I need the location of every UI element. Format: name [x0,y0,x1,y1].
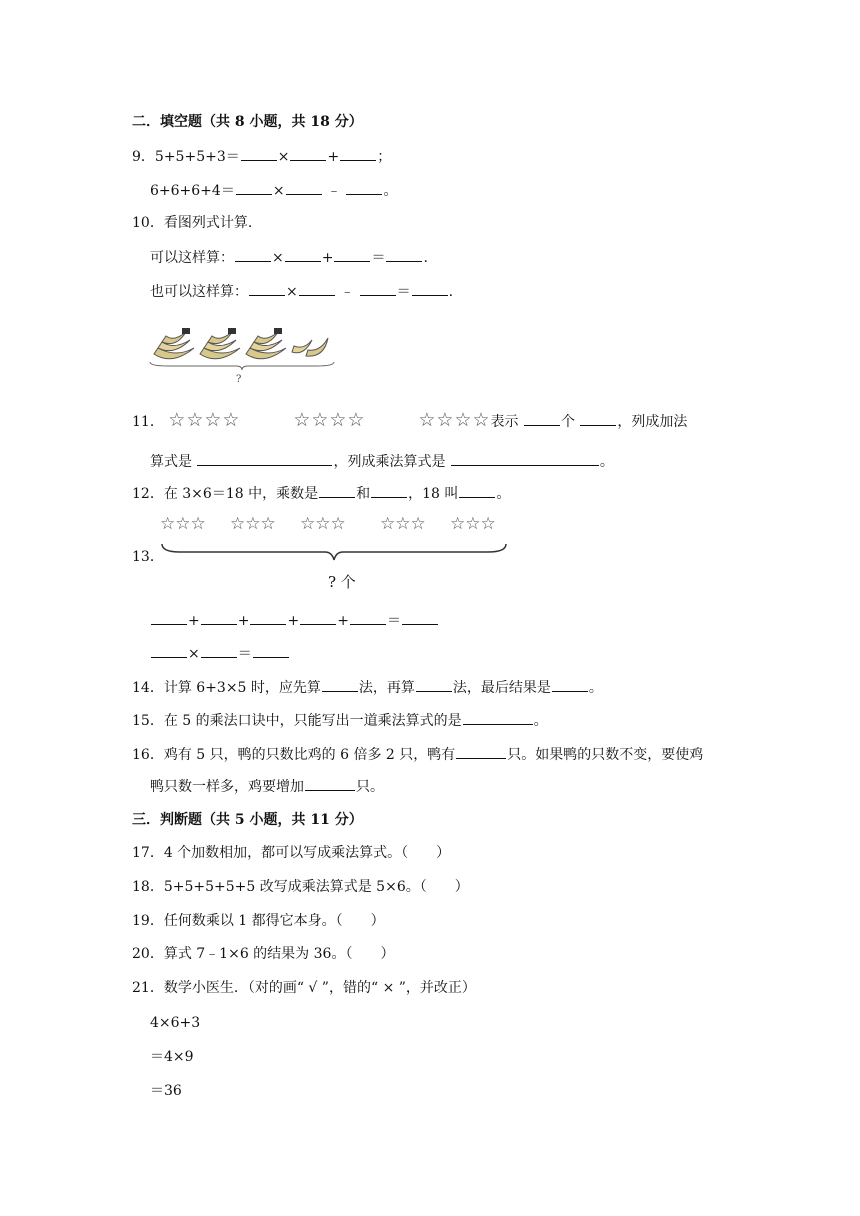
answer-blank[interactable] [386,247,422,262]
question-number: 16． [132,747,164,763]
star-group-icon: ☆☆☆ [380,514,426,534]
prompt-text: 法，最后结果是 [452,680,551,696]
operator: + [237,613,250,629]
star-group-icon: ☆☆☆☆ [418,409,491,431]
expression: 5+5+5+3＝ [154,149,240,165]
banana-figure [148,318,338,388]
banana-pair-icon [292,338,328,356]
star-group-icon: ☆☆☆ [300,514,346,534]
operator: + [188,613,200,629]
answer-blank[interactable] [197,451,332,466]
prompt-text: 计算 6+3×5 时，应先算 [163,680,321,696]
operator: ＝ [237,646,252,662]
question-10-title [132,213,252,233]
prompt-text: 可以这样算： [150,250,234,266]
answer-blank[interactable] [201,610,237,625]
answer-blank[interactable] [250,610,286,625]
prompt-text: 只。如果鸭的只数不变，要使鸡 [507,747,704,763]
answer-blank[interactable] [151,643,187,658]
question-text: 5+5+5+5+5 改写成乘法算式是 5×6。（ ） [163,879,469,895]
answer-blank[interactable] [322,677,358,692]
prompt-text: 只。 [356,779,384,795]
question-9-line-2 [150,180,397,201]
question-number: 12． [132,486,164,502]
prompt-text: 鸡有 5 只，鸭的只数比鸡的 6 倍多 2 只，鸭有 [163,747,456,763]
prompt-text: 鸭只数一样多，鸡要增加 [150,779,304,795]
operator: + [337,613,349,629]
question-11-line-2 [150,451,614,472]
question-15 [132,710,548,731]
answer-blank[interactable] [334,247,370,262]
prompt-text: 在 5 的乘法口诀中，只能写出一道乘法算式的是 [163,713,462,729]
unit-text: 个 [560,414,575,430]
question-9-line-1 [132,146,391,167]
answer-blank[interactable] [290,146,326,161]
prompt-text: 表示 [490,414,519,430]
section-3-title: 三．判断题（共 5 小题，共 11 分） [132,812,363,828]
operator: × [277,149,290,165]
operator: + [321,250,334,266]
question-21 [132,978,476,998]
answer-blank[interactable] [524,411,560,426]
operator: ＝ [386,613,401,629]
banana-bunch-icon [246,328,286,359]
question-number: 18． [132,879,164,895]
punctuation: 。 [383,183,398,199]
answer-blank[interactable] [459,483,495,498]
question-number: 10． [132,215,164,231]
answer-blank[interactable] [371,483,407,498]
question-14 [132,677,603,698]
answer-blank[interactable] [580,411,616,426]
answer-blank[interactable] [151,610,187,625]
work-line-2: ＝4×9 [150,1049,194,1065]
prompt-text: ，列成加法 [617,414,688,430]
punctuation: 。 [599,454,614,470]
punctuation: . [448,284,454,300]
section-2-title: 二．填空题（共 8 小题，共 18 分） [132,114,363,130]
star-group-icon: ☆☆☆ [450,514,496,534]
work-line-1: 4×6+3 [150,1015,201,1031]
question-text: 任何数乘以 1 都得它本身。（ ） [163,913,385,929]
banana-bunch-icon [200,328,240,359]
star-group-icon: ☆☆☆☆ [168,409,241,431]
question-20 [132,944,394,964]
answer-blank[interactable] [241,146,277,161]
work-line-3: ＝36 [150,1083,182,1099]
operator: + [327,149,340,165]
question-number: 17． [132,845,164,861]
answer-blank[interactable] [340,146,376,161]
operator: ＝ [396,284,411,300]
question-13-number: 13． [132,549,164,565]
answer-blank[interactable] [360,281,396,296]
punctuation: 。 [496,486,511,502]
question-18 [132,877,469,897]
expression: 6+6+6+4＝ [150,183,235,199]
question-text: 4 个加数相加，都可以写成乘法算式。（ ） [163,845,451,861]
prompt-text: ，18 叫 [408,486,459,502]
answer-blank[interactable] [236,180,272,195]
question-number: 11． [132,414,164,430]
answer-blank[interactable] [300,610,336,625]
question-16-line-1 [132,744,703,765]
star-figure [160,512,510,592]
question-11-line-1 [132,410,687,432]
question-text: 数学小医生．（对的画“ √ ”，错的“ × ”，并改正） [163,980,476,996]
question-13-addition [150,610,439,631]
question-12 [132,483,510,504]
question-number: 21． [132,980,164,996]
prompt-text: 也可以这样算： [150,284,248,300]
answer-blank[interactable] [285,247,321,262]
question-number: 14． [132,680,164,696]
answer-blank[interactable] [305,776,355,791]
answer-blank[interactable] [451,451,599,466]
operator: ﹣ [340,284,355,300]
punctuation: 。 [533,713,548,729]
prompt-text: ，列成乘法算式是 [333,454,446,470]
answer-blank[interactable] [416,677,452,692]
question-text: 算式 7﹣1×6 的结果为 36。（ ） [163,946,395,962]
brace-icon [150,362,334,370]
operator: ﹣ [327,183,342,199]
punctuation: 。 [588,680,603,696]
question-mark-label: ? [236,374,242,385]
answer-blank[interactable] [201,643,237,658]
answer-blank[interactable] [456,744,506,759]
star-group-icon: ☆☆☆ [230,514,276,534]
star-group-icon: ☆☆☆☆ [293,409,366,431]
question-number: 20． [132,946,164,962]
prompt-text: 法，再算 [358,680,415,696]
question-17 [132,843,450,863]
answer-blank[interactable] [412,281,448,296]
punctuation: . [423,250,428,266]
answer-blank[interactable] [235,247,271,262]
answer-blank[interactable] [249,281,285,296]
answer-blank[interactable] [253,643,289,658]
question-13-multiplication [150,643,290,664]
banana-bunch-icon [154,328,194,359]
operator: × [272,183,285,199]
answer-blank[interactable] [346,180,382,195]
star-group-icon: ☆☆☆ [160,514,206,534]
answer-blank[interactable] [402,610,438,625]
question-number: 9． [132,149,155,165]
brace-icon [160,542,510,562]
punctuation: ； [377,149,392,165]
question-number: 15． [132,713,164,729]
question-16-line-2 [150,776,384,797]
question-10-line-1 [150,247,428,268]
question-number: 19． [132,913,164,929]
answer-blank[interactable] [552,677,588,692]
operator: × [272,250,284,266]
prompt-text: 在 3×6＝18 中，乘数是 [163,486,319,502]
operator: × [188,646,200,662]
answer-blank[interactable] [463,710,533,725]
total-label: ? 个 [328,573,356,591]
answer-blank[interactable] [286,180,322,195]
prompt-text: 和 [356,486,371,502]
question-19 [132,911,385,931]
answer-blank[interactable] [299,281,335,296]
operator: + [287,613,300,629]
answer-blank[interactable] [319,483,355,498]
operator: × [286,284,298,300]
answer-blank[interactable] [350,610,386,625]
prompt-text: 算式是 [150,454,192,470]
question-text: 看图列式计算. [163,215,253,231]
operator: ＝ [371,250,386,266]
question-10-line-2 [150,281,453,302]
